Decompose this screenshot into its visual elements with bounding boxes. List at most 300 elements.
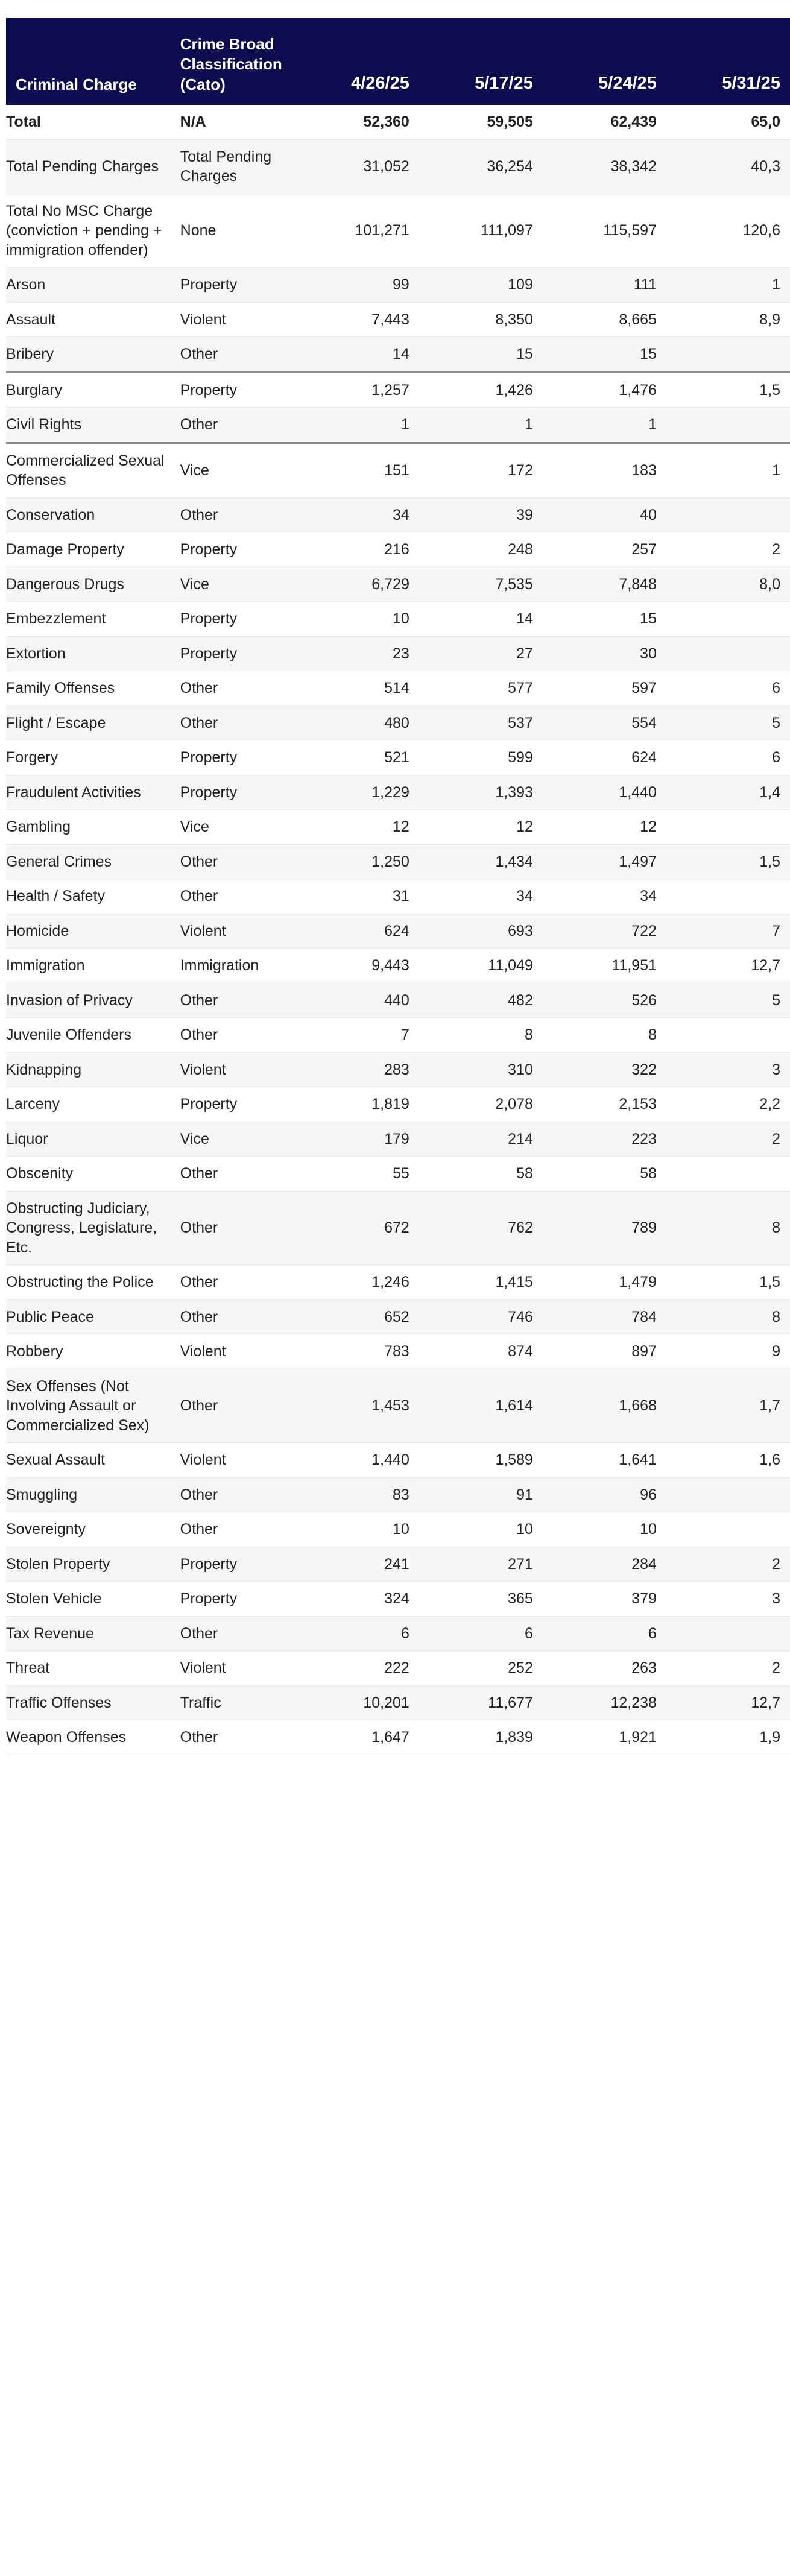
column-header-date[interactable]: 5/31/25 — [666, 18, 790, 105]
cell-count: 624 — [295, 914, 419, 949]
cell-count: 34 — [295, 497, 419, 532]
cell-count: 96 — [543, 1477, 666, 1512]
cell-count: 1 — [666, 443, 790, 497]
cell-count: 263 — [543, 1651, 666, 1686]
table-row — [6, 1443, 790, 1478]
table-row — [6, 879, 790, 914]
table-row — [6, 740, 790, 775]
cell-classification: Violent — [171, 1334, 295, 1369]
cell-count: 1,476 — [543, 372, 666, 408]
table-row — [6, 337, 790, 373]
cell-count: 8 — [419, 1018, 543, 1053]
cell-count: 111,097 — [419, 194, 543, 268]
cell-criminal-charge: Forgery — [6, 740, 171, 775]
cell-count: 99 — [295, 268, 419, 303]
table-row — [6, 914, 790, 949]
cell-count — [666, 497, 790, 532]
cell-count: 1,5 — [666, 844, 790, 879]
cell-classification: Property — [171, 268, 295, 303]
cell-classification: Violent — [171, 1651, 295, 1686]
cell-criminal-charge: Obscenity — [6, 1157, 171, 1192]
cell-count: 1,393 — [419, 775, 543, 810]
cell-count: 1,479 — [543, 1265, 666, 1300]
table-row — [6, 1651, 790, 1686]
cell-count: 31,052 — [295, 139, 419, 194]
cell-count: 62,439 — [543, 105, 666, 139]
cell-count: 12,7 — [666, 949, 790, 983]
cell-count — [666, 1616, 790, 1651]
table-row — [6, 671, 790, 706]
cell-classification: Property — [171, 602, 295, 637]
cell-count: 789 — [543, 1191, 666, 1265]
table-row — [6, 775, 790, 810]
cell-count — [666, 1157, 790, 1192]
cell-criminal-charge: Weapon Offenses — [6, 1720, 171, 1755]
cell-criminal-charge: Dangerous Drugs — [6, 567, 171, 602]
cell-count: 8,665 — [543, 302, 666, 337]
cell-criminal-charge: Homicide — [6, 914, 171, 949]
table-row — [6, 1685, 790, 1720]
cell-count: 722 — [543, 914, 666, 949]
cell-count: 14 — [419, 602, 543, 637]
cell-count: 1,246 — [295, 1265, 419, 1300]
cell-count: 1 — [419, 408, 543, 443]
cell-count: 101,271 — [295, 194, 419, 268]
table-row — [6, 532, 790, 567]
cell-count: 554 — [543, 706, 666, 740]
cell-count: 65,0 — [666, 105, 790, 139]
cell-criminal-charge: Health / Safety — [6, 879, 171, 914]
cell-criminal-charge: Traffic Offenses — [6, 1685, 171, 1720]
cell-count: 8 — [543, 1018, 666, 1053]
cell-count: 14 — [295, 337, 419, 373]
cell-criminal-charge: Gambling — [6, 810, 171, 845]
cell-count: 109 — [419, 268, 543, 303]
cell-classification: Violent — [171, 1443, 295, 1478]
cell-count: 12 — [543, 810, 666, 845]
cell-count: 12 — [419, 810, 543, 845]
cell-count: 310 — [419, 1052, 543, 1087]
cell-count: 40 — [543, 497, 666, 532]
cell-count: 10 — [543, 1512, 666, 1547]
cell-count: 2 — [666, 532, 790, 567]
cell-criminal-charge: Assault — [6, 302, 171, 337]
cell-count: 8,0 — [666, 567, 790, 602]
cell-classification: Violent — [171, 302, 295, 337]
cell-criminal-charge: Flight / Escape — [6, 706, 171, 740]
cell-criminal-charge: Total Pending Charges — [6, 139, 171, 194]
cell-count: 55 — [295, 1157, 419, 1192]
cell-classification: Vice — [171, 567, 295, 602]
cell-criminal-charge: Liquor — [6, 1122, 171, 1157]
column-header-classification[interactable]: Crime Broad Classification (Cato) — [171, 18, 295, 105]
cell-count: 1,5 — [666, 372, 790, 408]
cell-count: 1,641 — [543, 1443, 666, 1478]
cell-count: 2 — [666, 1651, 790, 1686]
cell-count: 223 — [543, 1122, 666, 1157]
table-row — [6, 1582, 790, 1617]
cell-count: 1,434 — [419, 844, 543, 879]
cell-count: 10 — [295, 1512, 419, 1547]
cell-count — [666, 879, 790, 914]
cell-count: 1,647 — [295, 1720, 419, 1755]
cell-count: 38,342 — [543, 139, 666, 194]
cell-count — [666, 602, 790, 637]
cell-count: 36,254 — [419, 139, 543, 194]
table-row — [6, 1369, 790, 1443]
cell-count: 1,614 — [419, 1369, 543, 1443]
cell-count: 6 — [666, 671, 790, 706]
cell-count: 9 — [666, 1334, 790, 1369]
cell-count — [666, 1018, 790, 1053]
cell-classification: Other — [171, 337, 295, 373]
cell-count: 12,238 — [543, 1685, 666, 1720]
cell-count: 284 — [543, 1547, 666, 1582]
cell-count: 111 — [543, 268, 666, 303]
table-row — [6, 1122, 790, 1157]
cell-count: 1 — [543, 408, 666, 443]
cell-count: 526 — [543, 983, 666, 1018]
cell-classification: Other — [171, 1265, 295, 1300]
cell-count: 1,589 — [419, 1443, 543, 1478]
cell-criminal-charge: Stolen Vehicle — [6, 1582, 171, 1617]
cell-count: 7,848 — [543, 567, 666, 602]
cell-criminal-charge: Total — [6, 105, 171, 139]
cell-classification: Other — [171, 497, 295, 532]
table-row — [6, 844, 790, 879]
cell-count: 8,9 — [666, 302, 790, 337]
cell-criminal-charge: Sovereignty — [6, 1512, 171, 1547]
cell-count: 1,257 — [295, 372, 419, 408]
cell-count: 514 — [295, 671, 419, 706]
cell-count: 521 — [295, 740, 419, 775]
cell-count: 39 — [419, 497, 543, 532]
table-row — [6, 1477, 790, 1512]
cell-count: 252 — [419, 1651, 543, 1686]
cell-count: 34 — [419, 879, 543, 914]
cell-count: 1,5 — [666, 1265, 790, 1300]
cell-count: 6 — [666, 740, 790, 775]
cell-count: 2 — [666, 1122, 790, 1157]
table-row — [6, 810, 790, 845]
cell-count: 7 — [666, 914, 790, 949]
cell-criminal-charge: Bribery — [6, 337, 171, 373]
cell-classification: Violent — [171, 1052, 295, 1087]
cell-classification: Other — [171, 879, 295, 914]
cell-classification: Property — [171, 775, 295, 810]
table-row — [6, 983, 790, 1018]
table-row — [6, 1087, 790, 1122]
cell-criminal-charge: Civil Rights — [6, 408, 171, 443]
cell-count: 12,7 — [666, 1685, 790, 1720]
cell-count: 115,597 — [543, 194, 666, 268]
table-row — [6, 602, 790, 637]
cell-count: 1,497 — [543, 844, 666, 879]
cell-count: 1,453 — [295, 1369, 419, 1443]
cell-count: 8,350 — [419, 302, 543, 337]
cell-count: 1,229 — [295, 775, 419, 810]
table-row — [6, 706, 790, 740]
cell-classification: Other — [171, 408, 295, 443]
cell-count: 23 — [295, 636, 419, 671]
table-row — [6, 1720, 790, 1755]
cell-classification: Property — [171, 1582, 295, 1617]
cell-count: 365 — [419, 1582, 543, 1617]
cell-classification: Other — [171, 983, 295, 1018]
cell-count: 480 — [295, 706, 419, 740]
cell-count: 1,6 — [666, 1443, 790, 1478]
cell-count: 11,677 — [419, 1685, 543, 1720]
cell-count — [666, 636, 790, 671]
cell-count: 2,078 — [419, 1087, 543, 1122]
cell-classification: Other — [171, 706, 295, 740]
cell-classification: Property — [171, 372, 295, 408]
cell-count: 241 — [295, 1547, 419, 1582]
cell-classification: Violent — [171, 914, 295, 949]
table-row — [6, 408, 790, 443]
cell-criminal-charge: Immigration — [6, 949, 171, 983]
cell-count: 5 — [666, 706, 790, 740]
cell-count: 897 — [543, 1334, 666, 1369]
cell-classification: Other — [171, 1616, 295, 1651]
table-row — [6, 105, 790, 139]
cell-count: 537 — [419, 706, 543, 740]
cell-count: 15 — [543, 337, 666, 373]
table-header — [6, 18, 790, 105]
cell-count: 7,443 — [295, 302, 419, 337]
cell-count: 58 — [543, 1157, 666, 1192]
cell-count: 15 — [543, 602, 666, 637]
cell-count: 8 — [666, 1191, 790, 1265]
cell-criminal-charge: Obstructing the Police — [6, 1265, 171, 1300]
table-row — [6, 1299, 790, 1334]
table-row — [6, 302, 790, 337]
cell-criminal-charge: Juvenile Offenders — [6, 1018, 171, 1053]
table-row — [6, 194, 790, 268]
cell-count: 10,201 — [295, 1685, 419, 1720]
cell-count: 7 — [295, 1018, 419, 1053]
cell-count: 10 — [419, 1512, 543, 1547]
cell-criminal-charge: Invasion of Privacy — [6, 983, 171, 1018]
cell-criminal-charge: Tax Revenue — [6, 1616, 171, 1651]
cell-count: 248 — [419, 532, 543, 567]
cell-count: 762 — [419, 1191, 543, 1265]
table-row — [6, 567, 790, 602]
cell-criminal-charge: Larceny — [6, 1087, 171, 1122]
cell-count: 9,443 — [295, 949, 419, 983]
cell-count: 1,415 — [419, 1265, 543, 1300]
cell-count: 1,819 — [295, 1087, 419, 1122]
cell-count: 8 — [666, 1299, 790, 1334]
cell-count: 7,535 — [419, 567, 543, 602]
table-row — [6, 1191, 790, 1265]
cell-count: 2 — [666, 1547, 790, 1582]
cell-count: 1,250 — [295, 844, 419, 879]
cell-count: 40,3 — [666, 139, 790, 194]
cell-classification: Property — [171, 740, 295, 775]
cell-count: 12 — [295, 810, 419, 845]
cell-criminal-charge: Stolen Property — [6, 1547, 171, 1582]
cell-count: 624 — [543, 740, 666, 775]
cell-criminal-charge: Public Peace — [6, 1299, 171, 1334]
cell-count: 672 — [295, 1191, 419, 1265]
cell-count: 1,440 — [543, 775, 666, 810]
cell-count: 379 — [543, 1582, 666, 1617]
cell-classification: Property — [171, 636, 295, 671]
cell-count: 34 — [543, 879, 666, 914]
table-row — [6, 636, 790, 671]
table-row — [6, 497, 790, 532]
table-row — [6, 1052, 790, 1087]
cell-classification: Total Pending Charges — [171, 139, 295, 194]
cell-criminal-charge: Threat — [6, 1651, 171, 1686]
cell-count: 482 — [419, 983, 543, 1018]
cell-classification: Other — [171, 1018, 295, 1053]
table-row — [6, 1547, 790, 1582]
cell-count: 271 — [419, 1547, 543, 1582]
cell-count: 322 — [543, 1052, 666, 1087]
cell-count: 52,360 — [295, 105, 419, 139]
table-row — [6, 268, 790, 303]
column-header-date[interactable]: 5/17/25 — [419, 18, 543, 105]
cell-classification: Other — [171, 671, 295, 706]
table-row — [6, 1265, 790, 1300]
cell-classification: Other — [171, 1512, 295, 1547]
cell-criminal-charge: Fraudulent Activities — [6, 775, 171, 810]
cell-criminal-charge: Smuggling — [6, 1477, 171, 1512]
table-row — [6, 1616, 790, 1651]
column-header-date[interactable]: 4/26/25 — [295, 18, 419, 105]
criminal-charges-table — [6, 18, 790, 1755]
cell-count: 58 — [419, 1157, 543, 1192]
cell-count: 1,839 — [419, 1720, 543, 1755]
cell-classification: N/A — [171, 105, 295, 139]
cell-classification: Other — [171, 1191, 295, 1265]
header-row — [6, 18, 790, 105]
cell-criminal-charge: General Crimes — [6, 844, 171, 879]
cell-count: 11,049 — [419, 949, 543, 983]
cell-count: 5 — [666, 983, 790, 1018]
cell-count: 6 — [295, 1616, 419, 1651]
cell-classification: Other — [171, 1299, 295, 1334]
cell-criminal-charge: Total No MSC Charge (conviction + pending + immigration offender) — [6, 194, 171, 268]
cell-count: 30 — [543, 636, 666, 671]
cell-criminal-charge: Burglary — [6, 372, 171, 408]
cell-count: 1,668 — [543, 1369, 666, 1443]
cell-count: 746 — [419, 1299, 543, 1334]
cell-criminal-charge: Robbery — [6, 1334, 171, 1369]
cell-count: 172 — [419, 443, 543, 497]
cell-criminal-charge: Sex Offenses (Not Involving Assault or Commercialized Sex) — [6, 1369, 171, 1443]
cell-count: 599 — [419, 740, 543, 775]
column-header-date[interactable]: 5/24/25 — [543, 18, 666, 105]
cell-criminal-charge: Sexual Assault — [6, 1443, 171, 1478]
table-body — [6, 105, 790, 1755]
cell-classification: Other — [171, 1720, 295, 1755]
cell-classification: Other — [171, 1157, 295, 1192]
cell-count: 31 — [295, 879, 419, 914]
cell-count: 15 — [419, 337, 543, 373]
cell-count: 783 — [295, 1334, 419, 1369]
cell-count: 693 — [419, 914, 543, 949]
cell-count: 6,729 — [295, 567, 419, 602]
cell-criminal-charge: Arson — [6, 268, 171, 303]
table-row — [6, 1334, 790, 1369]
cell-classification: Vice — [171, 443, 295, 497]
cell-count: 3 — [666, 1582, 790, 1617]
cell-classification: Other — [171, 1477, 295, 1512]
cell-count: 83 — [295, 1477, 419, 1512]
cell-count — [666, 810, 790, 845]
cell-classification: Other — [171, 1369, 295, 1443]
cell-count: 6 — [419, 1616, 543, 1651]
cell-criminal-charge: Extortion — [6, 636, 171, 671]
cell-count: 11,951 — [543, 949, 666, 983]
cell-count: 257 — [543, 532, 666, 567]
cell-count: 91 — [419, 1477, 543, 1512]
cell-count: 151 — [295, 443, 419, 497]
cell-criminal-charge: Conservation — [6, 497, 171, 532]
cell-classification: Vice — [171, 1122, 295, 1157]
cell-count: 440 — [295, 983, 419, 1018]
cell-count: 1,426 — [419, 372, 543, 408]
cell-count: 2,2 — [666, 1087, 790, 1122]
cell-count: 10 — [295, 602, 419, 637]
cell-count — [666, 408, 790, 443]
cell-count: 1 — [666, 268, 790, 303]
cell-classification: Property — [171, 532, 295, 567]
cell-criminal-charge: Family Offenses — [6, 671, 171, 706]
cell-count: 1,7 — [666, 1369, 790, 1443]
cell-count: 214 — [419, 1122, 543, 1157]
table-row — [6, 443, 790, 497]
cell-count: 59,505 — [419, 105, 543, 139]
cell-count: 577 — [419, 671, 543, 706]
column-header-criminal-charge[interactable]: Criminal Charge — [6, 18, 171, 105]
table-row — [6, 949, 790, 983]
cell-criminal-charge: Obstructing Judiciary, Congress, Legislature, Etc. — [6, 1191, 171, 1265]
table-row — [6, 1018, 790, 1053]
cell-criminal-charge: Embezzlement — [6, 602, 171, 637]
cell-classification: Other — [171, 844, 295, 879]
cell-count: 1,921 — [543, 1720, 666, 1755]
cell-count: 1,9 — [666, 1720, 790, 1755]
cell-count: 652 — [295, 1299, 419, 1334]
cell-count: 324 — [295, 1582, 419, 1617]
cell-count: 283 — [295, 1052, 419, 1087]
cell-count — [666, 1512, 790, 1547]
cell-count — [666, 337, 790, 373]
cell-criminal-charge: Kidnapping — [6, 1052, 171, 1087]
cell-classification: Vice — [171, 810, 295, 845]
cell-count: 216 — [295, 532, 419, 567]
cell-classification: Property — [171, 1087, 295, 1122]
cell-classification: None — [171, 194, 295, 268]
cell-classification: Property — [171, 1547, 295, 1582]
cell-count: 784 — [543, 1299, 666, 1334]
cell-count: 6 — [543, 1616, 666, 1651]
table-row — [6, 1157, 790, 1192]
cell-count: 874 — [419, 1334, 543, 1369]
table-row — [6, 139, 790, 194]
cell-classification: Immigration — [171, 949, 295, 983]
cell-count: 1 — [295, 408, 419, 443]
table-row — [6, 372, 790, 408]
cell-criminal-charge: Damage Property — [6, 532, 171, 567]
cell-count: 183 — [543, 443, 666, 497]
cell-count: 179 — [295, 1122, 419, 1157]
cell-count: 1,4 — [666, 775, 790, 810]
